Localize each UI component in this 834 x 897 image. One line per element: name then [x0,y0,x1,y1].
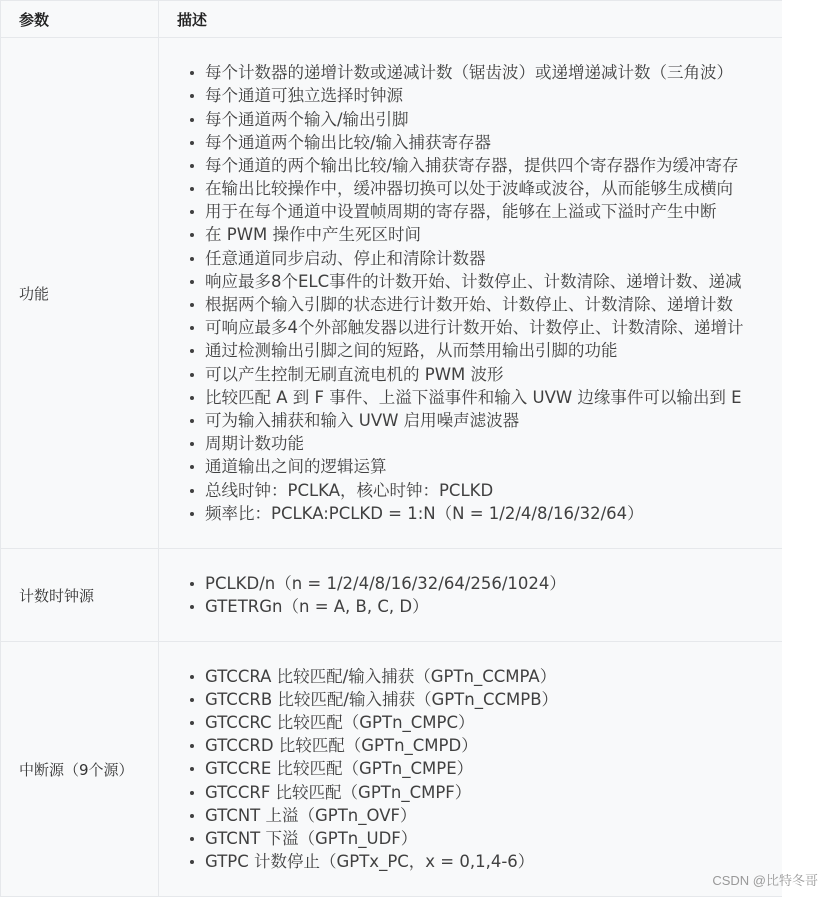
desc-cell [159,642,783,897]
list-item: GTCCRB 比较匹配/输入捕获（GPTn_CCMPB） [187,688,782,711]
list-item: 根据两个输入引脚的状态进行计数开始、计数停止、计数清除、递增计数 [187,293,782,316]
table-row [1,549,783,642]
header-param: 参数 [1,1,159,38]
list-item: 用于在每个通道中设置帧周期的寄存器，能够在上溢或下溢时产生中断 [187,200,782,223]
list-item: 任意通道同步启动、停止和清除计数器 [187,247,782,270]
list-item: GTCCRD 比较匹配（GPTn_CMPD） [187,734,782,757]
list-item: GTPC 计数停止（GPTx_PC，x = 0,1,4-6） [187,850,782,873]
list-item: 通过检测输出引脚之间的短路，从而禁用输出引脚的功能 [187,339,782,362]
list-item: GTCCRE 比较匹配（GPTn_CMPE） [187,757,782,780]
list-item: GTCCRC 比较匹配（GPTn_CMPC） [187,711,782,734]
list-item: 每个通道可独立选择时钟源 [187,84,782,107]
header-desc: 描述 [159,1,783,38]
list-item: 总线时钟：PCLKA，核心时钟：PCLKD [187,479,782,502]
list-item: GTCCRF 比较匹配（GPTn_CMPF） [187,781,782,804]
list-item: 在输出比较操作中，缓冲器切换可以处于波峰或波谷，从而能够生成横向 [187,177,782,200]
desc-list [187,665,782,874]
list-item: GTCCRA 比较匹配/输入捕获（GPTn_CCMPA） [187,665,782,688]
list-item: 每个通道的两个输出比较/输入捕获寄存器，提供四个寄存器作为缓冲寄存 [187,154,782,177]
list-item: 可以产生控制无刷直流电机的 PWM 波形 [187,363,782,386]
param-cell: 中断源（9个源） [1,642,159,897]
list-item: PCLKD/n（n = 1/2/4/8/16/32/64/256/1024） [187,572,782,595]
list-item: 比较匹配 A 到 F 事件、上溢下溢事件和输入 UVW 边缘事件可以输出到 E [187,386,782,409]
list-item: 每个通道两个输出比较/输入捕获寄存器 [187,131,782,154]
desc-cell [159,38,783,549]
list-item: GTCNT 下溢（GPTn_UDF） [187,827,782,850]
watermark-text: CSDN @比特冬哥 [712,873,818,888]
table-header-row [1,1,783,38]
list-item: 周期计数功能 [187,432,782,455]
list-item: 响应最多8个ELC事件的计数开始、计数停止、计数清除、递增计数、递减 [187,270,782,293]
list-item: GTETRGn（n = A, B, C, D） [187,595,782,618]
list-item: 通道输出之间的逻辑运算 [187,455,782,478]
list-item: 在 PWM 操作中产生死区时间 [187,223,782,246]
table-row [1,642,783,897]
list-item: 可响应最多4个外部触发器以进行计数开始、计数停止、计数清除、递增计 [187,316,782,339]
table-row [1,38,783,549]
desc-list [187,61,782,525]
param-cell: 计数时钟源 [1,549,159,642]
param-cell: 功能 [1,38,159,549]
list-item: GTCNT 上溢（GPTn_OVF） [187,804,782,827]
desc-cell [159,549,783,642]
list-item: 频率比：PCLKA:PCLKD = 1:N（N = 1/2/4/8/16/32/64） [187,502,782,525]
list-item: 每个计数器的递增计数或递减计数（锯齿波）或递增递减计数（三角波） [187,61,782,84]
desc-list [187,572,782,618]
list-item: 每个通道两个输入/输出引脚 [187,108,782,131]
list-item: 可为输入捕获和输入 UVW 启用噪声滤波器 [187,409,782,432]
